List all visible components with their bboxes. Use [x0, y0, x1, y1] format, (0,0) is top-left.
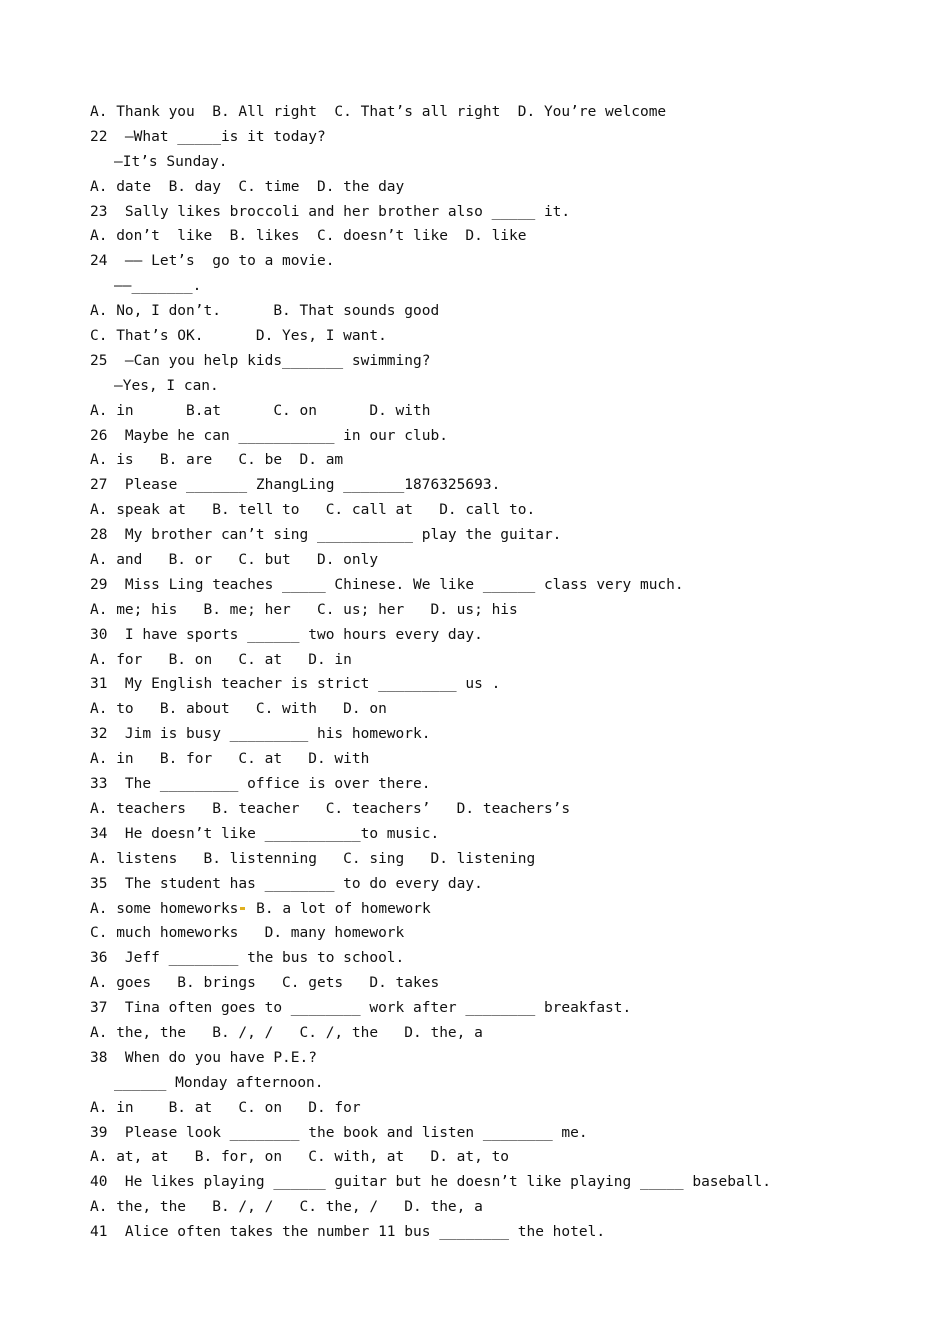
q35-option-a: A. some homeworks: [90, 900, 239, 917]
q35-options-2: C. much homeworks D. many homework: [90, 925, 405, 942]
document-page: [90, 100, 910, 1245]
q24-options-2: C. That’s OK. D. Yes, I want.: [90, 328, 387, 345]
q22-options: A. date B. day C. time D. the day: [90, 178, 405, 195]
q38-question: 38 When do you have P.E.?: [90, 1049, 317, 1066]
q31-question: 31 My English teacher is strict _________ us .: [90, 676, 501, 693]
q33-options: A. teachers B. teacher C. teachers’ D. teachers’s: [90, 800, 571, 817]
q35-question: 35 The student has ________ to do every day.: [90, 875, 483, 892]
q39-options: A. at, at B. for, on C. with, at D. at, to: [90, 1149, 510, 1166]
q32-options: A. in B. for C. at D. with: [90, 751, 370, 768]
q23-options: A. don’t like B. likes C. doesn’t like D. like: [90, 228, 527, 245]
q24-options-1: A. No, I don’t. B. That sounds good: [90, 303, 440, 320]
q39-question: 39 Please look ________ the book and listen ________ me.: [90, 1124, 588, 1141]
q29-question: 29 Miss Ling teaches _____ Chinese. We like ______ class very much.: [90, 576, 684, 593]
q40-question: 40 He likes playing ______ guitar but he doesn’t like playing _____ baseball.: [90, 1174, 771, 1191]
q27-question: 27 Please _______ ZhangLing _______1876325693.: [90, 477, 501, 494]
q34-question: 34 He doesn’t like ___________to music.: [90, 825, 440, 842]
q28-question: 28 My brother can’t sing ___________ play the guitar.: [90, 527, 562, 544]
q29-options: A. me; his B. me; her C. us; her D. us; his: [90, 601, 518, 618]
q22-question: 22 —What _____is it today?: [90, 128, 326, 145]
q26-question: 26 Maybe he can ___________ in our club.: [90, 427, 448, 444]
q38-options: A. in B. at C. on D. for: [90, 1099, 361, 1116]
q28-options: A. and B. or C. but D. only: [90, 552, 379, 569]
q21-options: A. Thank you B. All right C. That’s all right D. You’re welcome: [90, 104, 667, 120]
q35-option-b: B. a lot of homework: [256, 900, 431, 917]
q30-question: 30 I have sports ______ two hours every day.: [90, 626, 483, 643]
q24-question: 24 —— Let’s go to a movie.: [90, 253, 335, 270]
q32-question: 32 Jim is busy _________ his homework.: [90, 726, 431, 743]
q22-dialog: —It’s Sunday.: [114, 153, 228, 170]
q24-dialog: ——_______.: [114, 278, 202, 295]
q34-options: A. listens B. listenning C. sing D. listening: [90, 850, 536, 867]
q37-question: 37 Tina often goes to ________ work after ________ breakfast.: [90, 1000, 632, 1017]
q25-question: 25 —Can you help kids_______ swimming?: [90, 352, 431, 369]
q36-question: 36 Jeff ________ the bus to school.: [90, 950, 405, 967]
q38-dialog: ______ Monday afternoon.: [114, 1074, 324, 1091]
q36-options: A. goes B. brings C. gets D. takes: [90, 975, 440, 992]
q23-question: 23 Sally likes broccoli and her brother also _____ it.: [90, 203, 571, 220]
q41-question: 41 Alice often takes the number 11 bus ________ the hotel.: [90, 1224, 606, 1241]
q31-options: A. to B. about C. with D. on: [90, 701, 387, 718]
q26-options: A. is B. are C. be D. am: [90, 452, 344, 469]
q30-options: A. for B. on C. at D. in: [90, 651, 352, 668]
q35-options-1: [90, 897, 910, 922]
q33-question: 33 The _________ office is over there.: [90, 776, 431, 793]
q37-options: A. the, the B. /, / C. /, the D. the, a: [90, 1024, 483, 1041]
q40-options: A. the, the B. /, / C. the, / D. the, a: [90, 1199, 483, 1216]
q25-dialog: —Yes, I can.: [114, 377, 219, 394]
yellow-mark-icon: [240, 907, 245, 910]
q27-options: A. speak at B. tell to C. call at D. call to.: [90, 502, 536, 519]
q25-options: A. in B.at C. on D. with: [90, 402, 431, 419]
